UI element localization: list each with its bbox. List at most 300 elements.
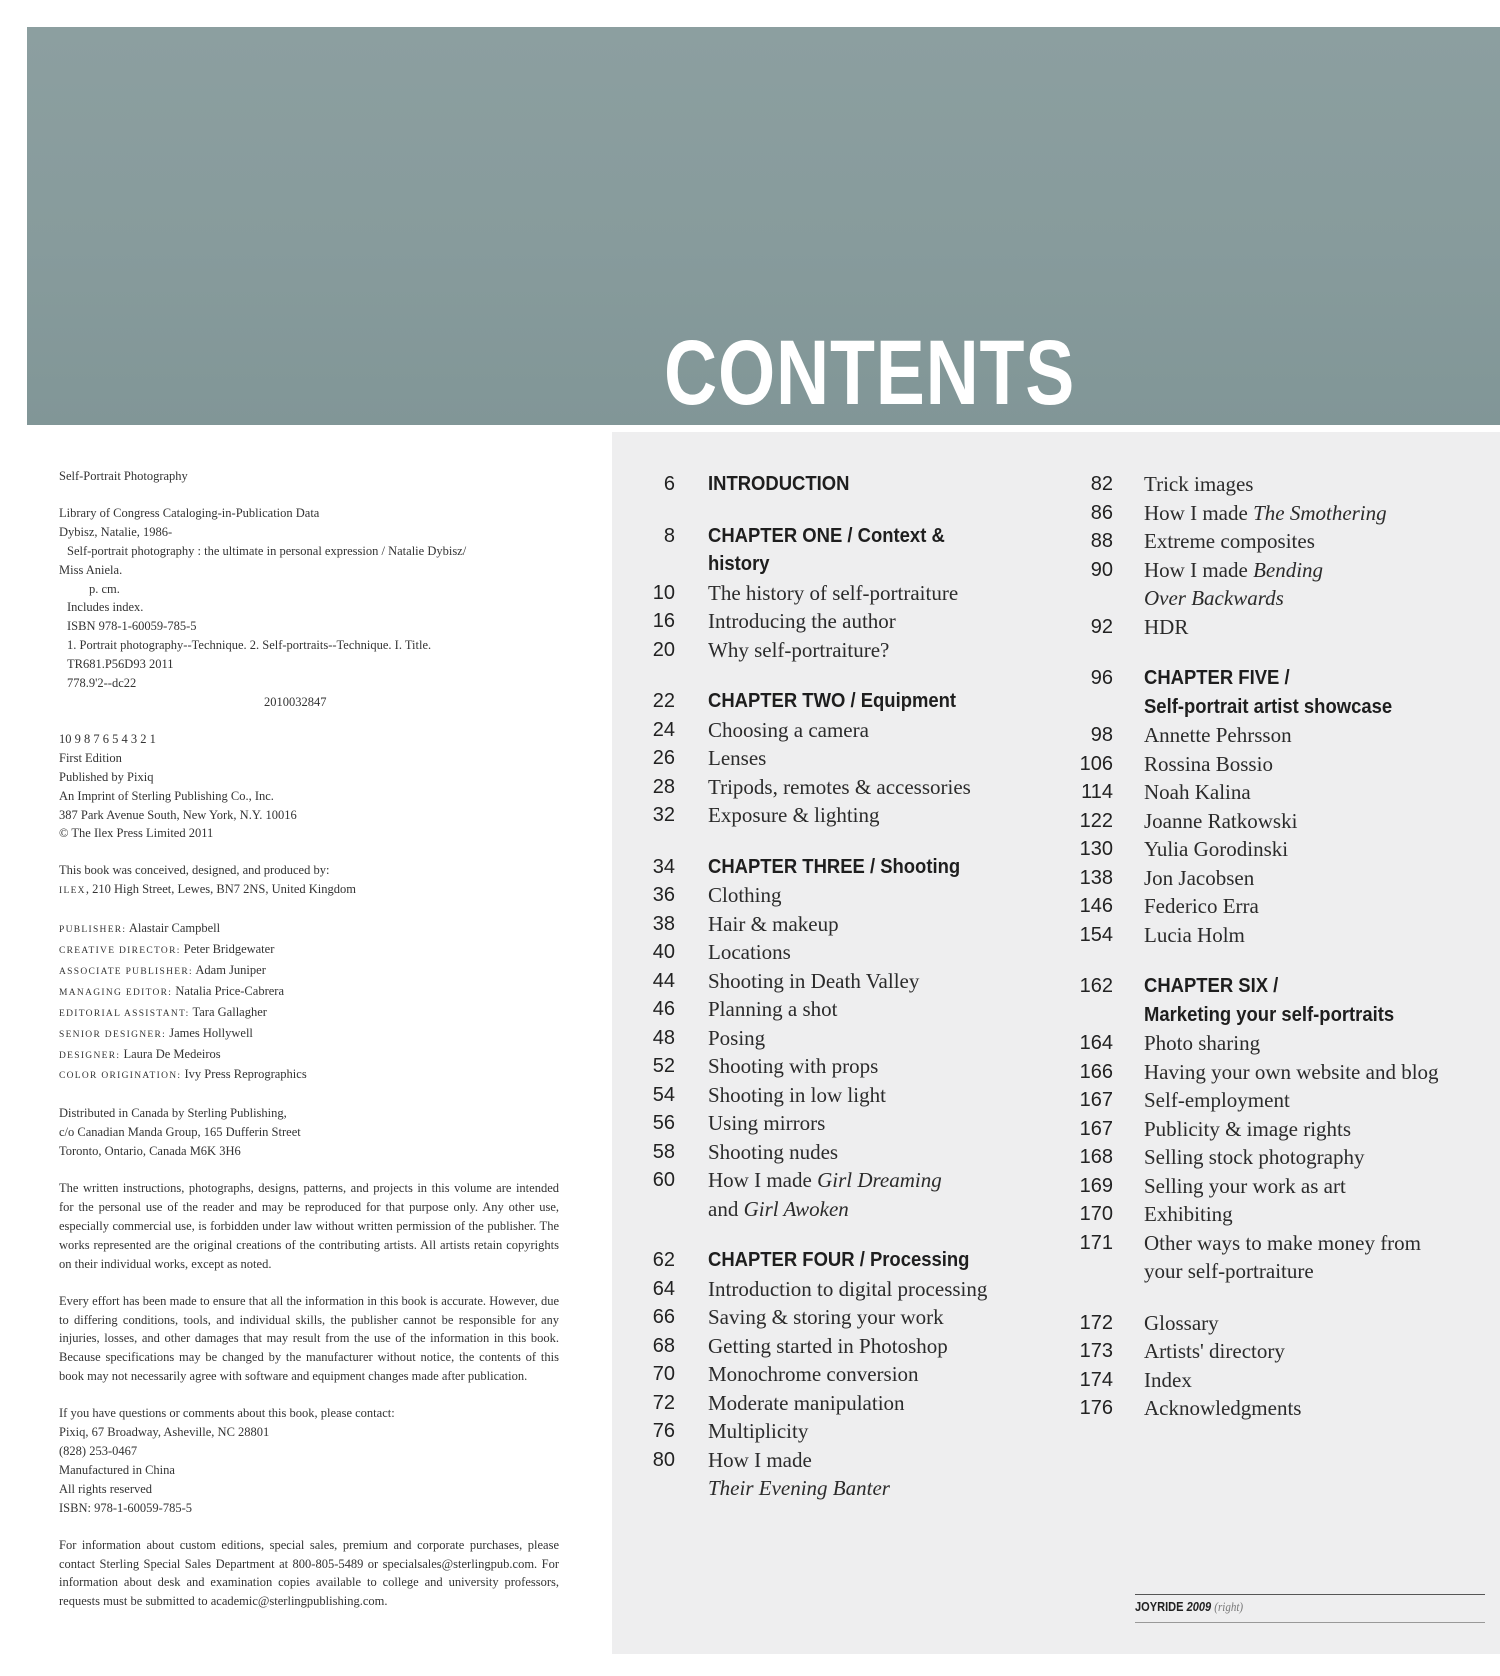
cip-block: [59, 504, 559, 712]
credit-person: Laura De Medeiros: [123, 1046, 221, 1061]
disclaimer-paragraph: Every effort has been made to ensure that all the information in this book is accurate. However, due to differing conditions, tools, and individual skills, the publisher cannot be responsible for any injuries, losses, and other damages that may result from the use of the information in this book. Because specifications may be changed by the manufacturer without notice, the contents of this book may not necessarily agree with software and equipment changes made after publication.: [59, 1293, 559, 1384]
toc-title-text: your self-portraiture: [1144, 1259, 1314, 1283]
toc-entry[interactable]: [1065, 1309, 1495, 1338]
toc-title-text: Artists' directory: [1144, 1339, 1285, 1363]
toc-page-number: 26: [652, 747, 675, 769]
credit-role: ASSOCIATE PUBLISHER:: [59, 966, 193, 977]
toc-entry[interactable]: [1065, 721, 1495, 750]
toc-title-text: Exposure & lighting: [708, 803, 880, 827]
toc-title-italic: Over Backwards: [1144, 586, 1284, 610]
toc-title-text: Shooting in low light: [708, 1082, 886, 1107]
credit-person: James Hollywell: [169, 1025, 253, 1040]
imprint-of: An Imprint of Sterling Publishing Co., Inc.: [59, 788, 274, 803]
toc-page-number: 90: [1090, 558, 1113, 581]
toc-entry[interactable]: [630, 1389, 1030, 1418]
toc-entry[interactable]: [630, 995, 1030, 1024]
toc-entry[interactable]: [1065, 892, 1495, 921]
credit-line: [59, 940, 559, 961]
toc-entry[interactable]: [1065, 1229, 1495, 1286]
toc-entry[interactable]: [1065, 835, 1495, 864]
toc-entry[interactable]: [630, 636, 1030, 665]
conceived-block: [59, 861, 559, 901]
toc-title-text: Marketing your self-portraits: [1144, 1002, 1395, 1026]
footer-rule-bottom: [1135, 1622, 1485, 1623]
toc-title-text: Jon Jacobsen: [1144, 865, 1255, 890]
toc-title-text: Trick images: [1144, 472, 1254, 496]
toc-entry[interactable]: [1065, 1366, 1495, 1395]
toc-title-text: Federico Erra: [1144, 894, 1259, 918]
toc-page-number: 34: [652, 855, 675, 878]
credit-role: MANAGING EDITOR:: [59, 987, 173, 998]
toc-page-number: 167: [1079, 1117, 1113, 1140]
toc-page-number: 86: [1090, 501, 1113, 524]
toc-entry[interactable]: [1065, 664, 1495, 721]
toc-entry[interactable]: [630, 1052, 1030, 1081]
toc-title-continued: [1144, 1001, 1460, 1030]
toc-column-left: [630, 470, 1030, 1503]
toc-title-text: Annette Pehrsson: [1144, 723, 1292, 747]
toc-page-number: 170: [1079, 1203, 1113, 1225]
toc-page-number: 54: [652, 1083, 675, 1106]
toc-page-number: 96: [1090, 667, 1113, 689]
contact-line-6: ISBN: 978-1-60059-785-5: [59, 1500, 192, 1515]
toc-title-text: Publicity & image rights: [1144, 1116, 1352, 1141]
toc-title: [708, 470, 998, 499]
toc-title-text: Exhibiting: [1144, 1202, 1233, 1226]
toc-page-number: 8: [663, 524, 675, 547]
toc-entry[interactable]: [630, 1166, 1030, 1223]
toc-title: [708, 995, 1030, 1024]
footer-name: JOYRIDE: [1135, 1599, 1184, 1614]
credit-role: CREATIVE DIRECTOR:: [59, 946, 181, 957]
rights-paragraph: The written instructions, photographs, designs, patterns, and projects in this volume are intended for the personal use of the reader and may be reproduced for that purpose only. Any other use, especially commercial use, is forbidden under law without written permission of the publisher. The works represented are the original creations of the contributing artists. All artists retain copyrights on their individual works, except as noted.: [59, 1181, 559, 1271]
toc-title: [708, 636, 1030, 665]
cip-heading: Library of Congress Cataloging-in-Publication Data: [59, 505, 320, 520]
toc-title: [708, 1303, 1030, 1332]
footer-rule-top: [1135, 1594, 1485, 1595]
toc-title: [1144, 1366, 1495, 1395]
toc-entry[interactable]: [1065, 921, 1495, 950]
toc-title-text: Index: [1144, 1367, 1192, 1392]
toc-page-number: 166: [1079, 1060, 1113, 1083]
cip-callno: TR681.P56D93 2011: [67, 657, 174, 672]
toc-page-number: 130: [1079, 838, 1113, 860]
toc-entry[interactable]: [630, 744, 1030, 773]
toc-title-text: Selling your work as art: [1144, 1173, 1346, 1198]
credit-role: DESIGNER:: [59, 1050, 121, 1061]
toc-entry[interactable]: [630, 607, 1030, 636]
toc-title: [708, 938, 1030, 967]
toc-entry[interactable]: [630, 938, 1030, 967]
toc-entry[interactable]: [630, 910, 1030, 939]
toc-page-number: 48: [652, 1026, 675, 1049]
toc-title-text: Moderate manipulation: [708, 1390, 905, 1415]
toc-entry[interactable]: [1065, 1115, 1495, 1144]
toc-title: [1144, 1172, 1495, 1201]
cip-subjects: 1. Portrait photography--Technique. 2. Self-portraits--Technique. I. Title.: [67, 638, 432, 653]
toc-entry[interactable]: [1065, 1058, 1495, 1087]
toc-entry[interactable]: [630, 853, 1030, 882]
toc-entry[interactable]: [1065, 1029, 1495, 1058]
toc-page-number: 24: [652, 718, 675, 741]
toc-page-number: 10: [652, 581, 675, 604]
toc-entry[interactable]: [1065, 556, 1495, 613]
toc-entry[interactable]: [1065, 613, 1495, 642]
toc-title-continued: [708, 1195, 1030, 1224]
toc-title-text: Noah Kalina: [1144, 780, 1251, 804]
toc-title-text: Lucia Holm: [1144, 922, 1245, 947]
imprint-column: [59, 467, 559, 1629]
toc-title: [1144, 921, 1495, 950]
toc-title: [1144, 1337, 1495, 1366]
toc-page-number: 68: [652, 1334, 675, 1357]
toc-title: [1144, 835, 1495, 864]
toc-page-number: 20: [652, 638, 675, 661]
toc-title-prefix: How I made: [708, 1168, 818, 1192]
toc-title-continued: [1144, 1257, 1495, 1286]
toc-page-number: 22: [652, 690, 675, 712]
ilex-name: ILEX: [59, 886, 86, 897]
toc-entry[interactable]: [630, 716, 1030, 745]
toc-page-number: 171: [1079, 1231, 1113, 1254]
toc-entry[interactable]: [630, 1081, 1030, 1110]
toc-entry[interactable]: [630, 1332, 1030, 1361]
toc-title: [708, 1138, 1030, 1167]
toc-title-text: The history of self-portraiture: [708, 580, 959, 605]
toc-title: [708, 773, 1030, 802]
published-by: Published by Pixiq: [59, 769, 154, 784]
cip-pcm: p. cm.: [89, 581, 120, 596]
toc-title: [708, 967, 1030, 996]
toc-title-text: How I made: [708, 1447, 812, 1472]
toc-title-text: INTRODUCTION: [708, 472, 850, 495]
toc-entry[interactable]: [1065, 778, 1495, 807]
cip-title-2: Miss Aniela.: [59, 562, 123, 577]
toc-page-number: 98: [1090, 724, 1113, 746]
toc-entry[interactable]: [630, 1446, 1030, 1503]
toc-entry[interactable]: [1065, 1337, 1495, 1366]
book-title: Self-Portrait Photography: [59, 469, 188, 483]
cip-lccn: 2010032847: [264, 694, 327, 709]
toc-entry[interactable]: [630, 801, 1030, 830]
toc-entry[interactable]: [630, 579, 1030, 608]
credit-line: [59, 1024, 559, 1045]
toc-title-text: Having your own website and blog: [1144, 1059, 1439, 1084]
toc-title: [1144, 1115, 1495, 1144]
toc-page-number: 122: [1079, 809, 1113, 832]
toc-entry[interactable]: [1065, 972, 1495, 1029]
credit-person: Peter Bridgewater: [183, 942, 275, 957]
toc-page-number: 66: [652, 1306, 675, 1328]
toc-title-text: Introduction to digital processing: [708, 1276, 988, 1301]
toc-title-text: Glossary: [1144, 1310, 1219, 1335]
credit-line: [59, 982, 559, 1003]
toc-title-text: Hair & makeup: [708, 911, 839, 936]
toc-title-continued: [1144, 693, 1460, 722]
credit-role: COLOR ORIGINATION:: [59, 1071, 182, 1082]
toc-title-text: Tripods, remotes & accessories: [708, 774, 971, 799]
toc-title: [1144, 470, 1495, 499]
sales-paragraph: For information about custom editions, special sales, premium and corporate purchases, please contact Sterling Special Sales Department at 800-805-5489 or specialsales@sterlingpub.com. For information about desk and examination copies available to college and university professors, requests must be submitted to academic@sterlingpublishing.com.: [59, 1537, 559, 1609]
toc-title: [1144, 750, 1495, 779]
contact-block: [59, 1404, 559, 1517]
toc-entry[interactable]: [1065, 1200, 1495, 1229]
toc-entry[interactable]: [1065, 527, 1495, 556]
toc-title-text: Locations: [708, 940, 791, 964]
footer-year: 2009: [1186, 1599, 1212, 1614]
toc-title: [1144, 1394, 1495, 1423]
credit-role: SENIOR DESIGNER:: [59, 1029, 167, 1040]
toc-title-text: Acknowledgments: [1144, 1396, 1302, 1420]
toc-title-text: Shooting nudes: [708, 1139, 839, 1164]
toc-entry[interactable]: [630, 1109, 1030, 1138]
credit-line: [59, 1065, 559, 1086]
toc-page-number: 106: [1079, 752, 1113, 775]
toc-title-text: HDR: [1144, 614, 1189, 639]
toc-entry[interactable]: [630, 1417, 1030, 1446]
toc-title-continued: [1144, 584, 1495, 613]
toc-title-text: Extreme composites: [1144, 529, 1315, 553]
toc-title-text: Getting started in Photoshop: [708, 1333, 948, 1358]
toc-title: [1144, 1086, 1495, 1115]
header-banner: [27, 27, 1500, 425]
cip-title-1: Self-portrait photography : the ultimate in personal expression / Natalie Dybisz/: [67, 543, 467, 558]
toc-entry[interactable]: [1065, 470, 1495, 499]
toc-page-number: 36: [652, 884, 675, 906]
toc-title-text: CHAPTER SIX /: [1144, 974, 1279, 997]
toc-title-text: CHAPTER FIVE /: [1144, 666, 1290, 689]
edition-block: [59, 730, 559, 843]
cip-isbn: ISBN 978-1-60059-785-5: [67, 619, 197, 634]
toc-title: [1144, 721, 1495, 750]
toc-entry[interactable]: [1065, 1394, 1495, 1423]
toc-page-number: 176: [1079, 1397, 1113, 1419]
toc-title-text: Rossina Bossio: [1144, 751, 1273, 776]
credit-person: Natalia Price-Cabrera: [175, 983, 284, 998]
ilex-line: [59, 880, 559, 901]
toc-page-number: 16: [652, 610, 675, 632]
credits-block: [59, 919, 559, 1086]
credit-role: EDITORIAL ASSISTANT:: [59, 1008, 190, 1019]
page-title: CONTENTS: [664, 322, 1076, 424]
toc-title-text: CHAPTER ONE / Context & history: [708, 523, 945, 575]
toc-title: [1144, 864, 1495, 893]
toc-title: [708, 1081, 1030, 1110]
contact-line-5: All rights reserved: [59, 1481, 153, 1496]
toc-page-number: 92: [1090, 615, 1113, 638]
cip-index: Includes index.: [67, 600, 144, 615]
contact-line-4: Manufactured in China: [59, 1462, 175, 1477]
contact-line-3: (828) 253-0467: [59, 1443, 138, 1458]
toc-title-text: CHAPTER THREE / Shooting: [708, 854, 961, 878]
toc-entry[interactable]: [630, 470, 1030, 499]
credit-line: [59, 919, 559, 940]
toc-title: [1144, 778, 1495, 807]
toc-title: [708, 853, 998, 882]
toc-entry[interactable]: [630, 1360, 1030, 1389]
toc-page-number: 72: [652, 1391, 675, 1414]
toc-page-number: 146: [1079, 895, 1113, 917]
toc-title-text: Self-employment: [1144, 1088, 1290, 1112]
toc-title: [1144, 892, 1495, 921]
toc-page-number: 58: [652, 1140, 675, 1163]
credit-line: [59, 1003, 559, 1024]
toc-title: [1144, 556, 1495, 585]
toc-title: [708, 1052, 1030, 1081]
toc-title: [708, 744, 1030, 773]
running-footer: [1135, 1599, 1243, 1615]
book-title-block: [59, 467, 559, 486]
toc-page-number: 174: [1079, 1368, 1113, 1391]
ilex-address: , 210 High Street, Lewes, BN7 2NS, United Kingdom: [85, 882, 356, 897]
toc-title-text: Shooting in Death Valley: [708, 968, 920, 993]
toc-title-italic: Girl Dreaming: [817, 1168, 942, 1192]
toc-page-number: 40: [652, 941, 675, 963]
toc-title: [708, 1109, 1030, 1138]
toc-title: [1144, 613, 1495, 642]
toc-title: [1144, 1309, 1495, 1338]
canada-line-3: Toronto, Ontario, Canada M6K 3H6: [59, 1144, 241, 1159]
toc-title: [708, 1417, 1030, 1446]
toc-page-number: 62: [652, 1249, 675, 1271]
toc-title: [708, 1389, 1030, 1418]
toc-entry[interactable]: [1065, 750, 1495, 779]
toc-title: [1144, 1200, 1495, 1229]
toc-entry[interactable]: [630, 1303, 1030, 1332]
toc-title-text: Shooting with props: [708, 1054, 879, 1078]
toc-title: [708, 1275, 1030, 1304]
toc-title-continued: [708, 1474, 1030, 1503]
toc-page-number: 32: [652, 804, 675, 826]
toc-title: [1144, 1029, 1495, 1058]
toc-page-number: 44: [652, 969, 675, 992]
credit-person: Tara Gallagher: [192, 1004, 267, 1019]
toc-title-text: Posing: [708, 1025, 766, 1050]
toc-page-number: 52: [652, 1055, 675, 1077]
cip-dewey: 778.9'2--dc22: [67, 676, 137, 691]
toc-entry[interactable]: [630, 1138, 1030, 1167]
credit-line: [59, 1045, 559, 1066]
toc-title-italic: The Smothering: [1253, 500, 1387, 525]
toc-entry[interactable]: [630, 773, 1030, 802]
toc-title-text: Clothing: [708, 883, 782, 907]
credit-person: Alastair Campbell: [128, 921, 221, 936]
printing-line: 10 9 8 7 6 5 4 3 2 1: [59, 731, 156, 746]
toc-entry[interactable]: [1065, 807, 1495, 836]
toc-entry[interactable]: [630, 1246, 1030, 1275]
toc-entry[interactable]: [1065, 1172, 1495, 1201]
toc-entry[interactable]: [630, 881, 1030, 910]
toc-entry[interactable]: [630, 1275, 1030, 1304]
toc-title-text: Yulia Gorodinski: [1144, 837, 1289, 861]
toc-page-number: 173: [1079, 1340, 1113, 1362]
toc-title: [1144, 1229, 1495, 1258]
toc-title: [708, 801, 1030, 830]
toc-page-number: 28: [652, 775, 675, 798]
toc-entry[interactable]: [630, 1024, 1030, 1053]
toc-title: [708, 1166, 1030, 1195]
toc-page-number: 82: [1090, 473, 1113, 495]
toc-entry[interactable]: [1065, 1086, 1495, 1115]
toc-column-right: [1065, 470, 1495, 1423]
toc-title: [1144, 1058, 1495, 1087]
toc-page-number: 88: [1090, 530, 1113, 552]
toc-page-number: 172: [1079, 1311, 1113, 1334]
toc-title: [1144, 972, 1460, 1001]
toc-title: [708, 579, 1030, 608]
toc-title: [708, 1360, 1030, 1389]
toc-title-text: Selling stock photography: [1144, 1145, 1365, 1169]
toc-title: [1144, 499, 1495, 528]
toc-title: [708, 1024, 1030, 1053]
toc-page-number: 64: [652, 1277, 675, 1300]
toc-entry[interactable]: [630, 687, 1030, 716]
toc-entry[interactable]: [1065, 499, 1495, 528]
toc-page-number: 154: [1079, 923, 1113, 946]
toc-entry[interactable]: [630, 522, 1030, 579]
toc-title-text: CHAPTER TWO / Equipment: [708, 689, 957, 712]
toc-title-text: Saving & storing your work: [708, 1305, 944, 1329]
toc-title-prefix: and: [708, 1196, 744, 1221]
credit-person: Adam Juniper: [195, 962, 266, 977]
toc-title-text: Choosing a camera: [708, 717, 869, 742]
toc-title: [1144, 1143, 1495, 1172]
toc-title: [708, 1446, 1030, 1475]
toc-title: [708, 716, 1030, 745]
toc-page-number: 138: [1079, 866, 1113, 889]
toc-title-text: Multiplicity: [708, 1419, 809, 1443]
edition-line: First Edition: [59, 750, 122, 765]
toc-page-number: 38: [652, 912, 675, 935]
toc-title-prefix: How I made: [1144, 500, 1254, 525]
toc-title: [708, 1246, 998, 1275]
toc-page-number: 56: [652, 1112, 675, 1134]
toc-page-number: 60: [652, 1169, 675, 1191]
canada-line-1: Distributed in Canada by Sterling Publishing,: [59, 1106, 287, 1121]
toc-page-number: 70: [652, 1363, 675, 1385]
toc-page-number: 164: [1079, 1032, 1113, 1054]
toc-title-text: Monochrome conversion: [708, 1362, 919, 1386]
toc-page-number: 162: [1079, 975, 1113, 997]
toc-title-text: Other ways to make money from: [1144, 1230, 1422, 1255]
toc-title-text: Using mirrors: [708, 1111, 826, 1135]
toc-title-italic: Girl Awoken: [743, 1196, 849, 1221]
cip-author: Dybisz, Natalie, 1986-: [59, 524, 173, 539]
toc-page-number: 80: [652, 1448, 675, 1471]
toc-entry[interactable]: [1065, 864, 1495, 893]
toc-page-number: 168: [1079, 1146, 1113, 1168]
toc-page-number: 46: [652, 998, 675, 1020]
toc-title: [708, 910, 1030, 939]
toc-title: [708, 607, 1030, 636]
toc-title-text: Why self-portraiture?: [708, 637, 890, 662]
toc-entry[interactable]: [630, 967, 1030, 996]
toc-title: [1144, 527, 1495, 556]
toc-page-number: 114: [1081, 781, 1113, 803]
toc-page-number: 76: [652, 1420, 675, 1442]
toc-page-number: 6: [663, 473, 675, 495]
toc-title: [708, 522, 998, 579]
copyright-line: © The Ilex Press Limited 2011: [59, 826, 214, 841]
toc-title-italic: Bending: [1253, 557, 1324, 582]
toc-entry[interactable]: [1065, 1143, 1495, 1172]
credit-role: PUBLISHER:: [59, 925, 127, 936]
toc-title-text: Joanne Ratkowski: [1144, 808, 1298, 833]
contact-line-1: If you have questions or comments about this book, please contact:: [59, 1406, 395, 1421]
toc-title-text: Self-portrait artist showcase: [1144, 694, 1393, 718]
credit-person: Ivy Press Reprographics: [184, 1067, 307, 1082]
contact-line-2: Pixiq, 67 Broadway, Asheville, NC 28801: [59, 1425, 270, 1440]
